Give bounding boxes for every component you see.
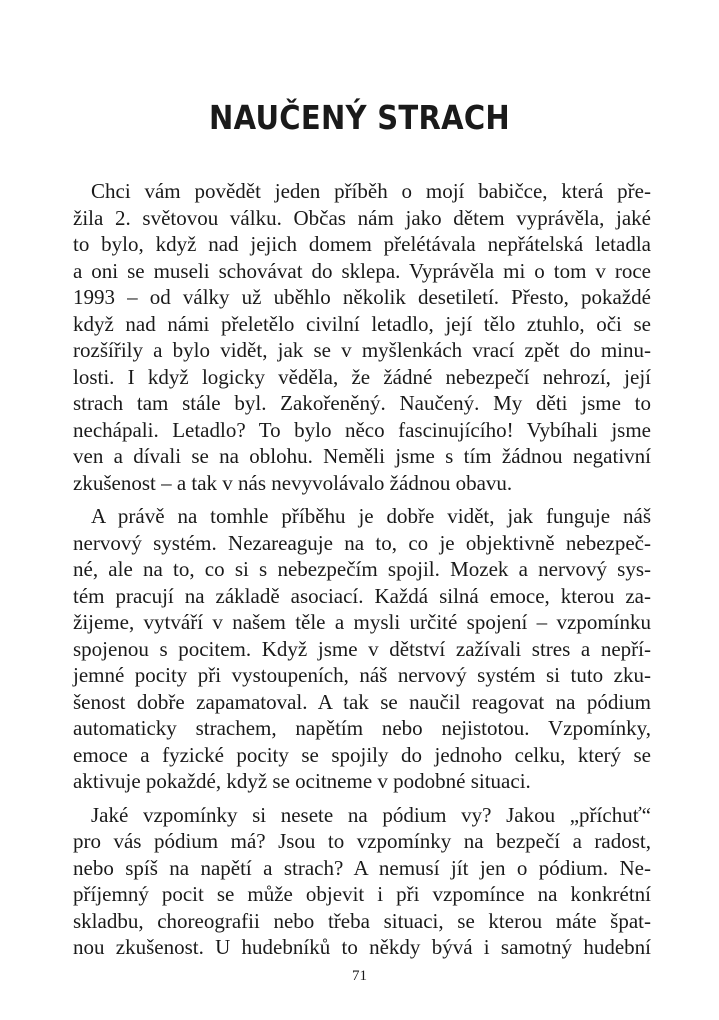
text-line: nechápali. Letadlo? To bylo něco fascinujícího! Vybíhali jsme bbox=[73, 417, 651, 442]
text-line: 1993 – od války už uběhlo několik desetiletí. Přesto, pokaždé bbox=[73, 285, 651, 309]
text-line: tém pracují na základě asociací. Každá silná emoce, kterou za- bbox=[73, 583, 651, 608]
body-text bbox=[73, 178, 651, 961]
text-line: strach tam stále byl. Zakořeněný. Naučený. My děti jsme to bbox=[73, 391, 651, 415]
chapter-title: NAUČENÝ STRACH bbox=[209, 98, 510, 137]
text-line: zkušenost – a tak v nás nevyvolávalo žádnou obavu. bbox=[73, 470, 513, 495]
text-line: nou zkušenost. U hudebníků to někdy bývá i samotný hudební bbox=[73, 935, 651, 959]
text-line: když nad námi přeletělo civilní letadlo, její tělo ztuhlo, oči se bbox=[73, 311, 651, 336]
text-line: jemné pocity při vystoupeních, náš nervový systém si tuto zku- bbox=[73, 663, 651, 687]
text-line: žijeme, vytváří v našem těle a mysli určité spojení – vzpomínku bbox=[73, 610, 651, 634]
text-line: nebo spíš na napětí a strach? A nemusí jít jen o pódium. Ne- bbox=[73, 855, 651, 880]
text-line: losti. I když logicky věděla, že žádné nebezpečí nehrozí, její bbox=[73, 364, 651, 389]
text-line: automaticky strachem, napětím nebo nejistotou. Vzpomínky, bbox=[73, 716, 651, 740]
text-line: emoce a fyzické pocity se spojily do jednoho celku, který se bbox=[73, 742, 651, 767]
text-line: rozšířily a bylo vidět, jak se v myšlenkách vrací zpět do minu- bbox=[73, 338, 651, 362]
text-line: příjemný pocit se může objevit i při vzpomínce na konkrétní bbox=[73, 882, 651, 906]
text-line: žila 2. světovou válku. Občas nám jako dětem vyprávěla, jaké bbox=[73, 205, 651, 230]
text-line: ven a dívali se na oblohu. Neměli jsme s tím žádnou negativní bbox=[73, 444, 651, 468]
text-line: né, ale na to, co si s nebezpečím spojil. Mozek a nervový sys- bbox=[73, 557, 651, 581]
text-line: to bylo, když nad jejich domem přelétávala nepřátelská letadla bbox=[73, 232, 651, 256]
text-line: pro vás pódium má? Jsou to vzpomínky na bezpečí a radost, bbox=[73, 829, 651, 853]
text-line: A právě na tomhle příběhu je dobře vidět, jak funguje náš bbox=[91, 504, 651, 528]
text-line: nervový systém. Nezareaguje na to, co je objektivně nebezpeč- bbox=[73, 530, 651, 555]
text-line: a oni se museli schovávat do sklepa. Vyprávěla mi o tom v roce bbox=[73, 258, 651, 283]
text-line: spojenou s pocitem. Když jsme v dětství zažívali stres a nepří- bbox=[73, 636, 651, 661]
paragraph-3 bbox=[73, 802, 651, 961]
text-line: Chci vám povědět jeden příběh o mojí babičce, která pře- bbox=[91, 179, 651, 203]
text-line: skladbu, choreografii nebo třeba situaci, se kterou máte špat- bbox=[73, 908, 651, 933]
paragraph-1 bbox=[73, 178, 651, 496]
page-number: 71 bbox=[352, 968, 367, 984]
paragraph-2 bbox=[73, 503, 651, 795]
text-line: šenost dobře zapamatoval. A tak se naučil reagovat na pódium bbox=[73, 689, 651, 714]
text-line: Jaké vzpomínky si nesete na pódium vy? Jakou „příchuť“ bbox=[91, 802, 651, 827]
text-line: aktivuje pokaždé, když se ocitneme v podobné situaci. bbox=[73, 769, 531, 793]
